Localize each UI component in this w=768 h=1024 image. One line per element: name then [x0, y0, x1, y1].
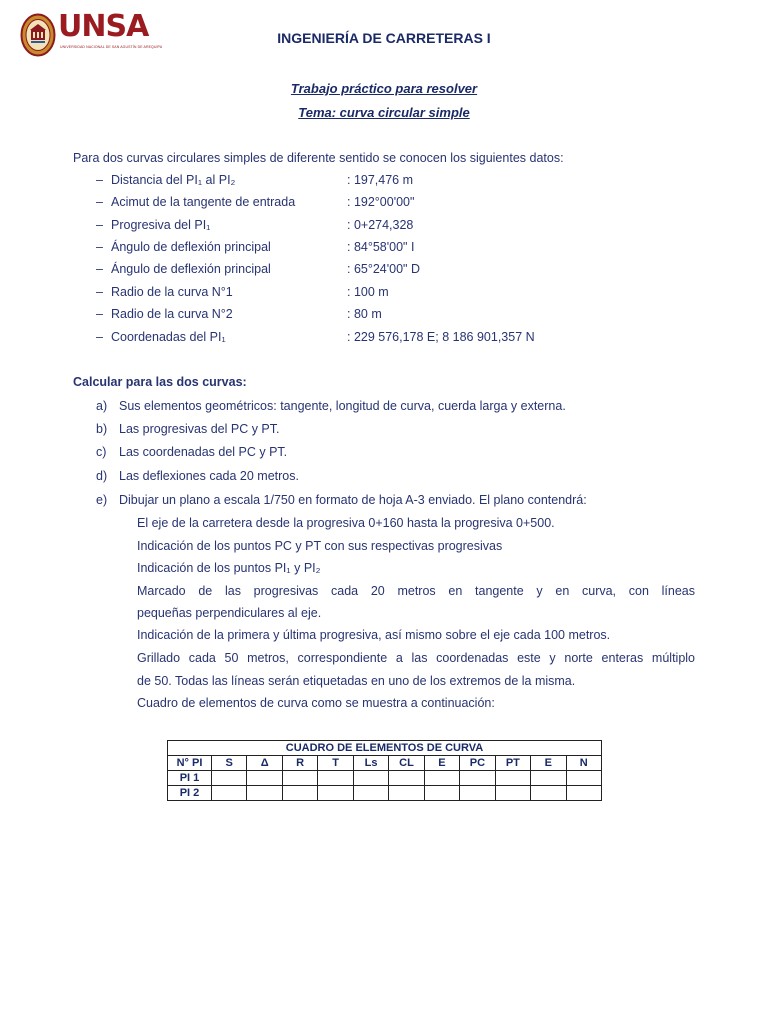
table-cell [389, 786, 424, 801]
plan-item: Indicación de los puntos PI₁ y PI₂ [137, 561, 321, 575]
bullet-dash: – [96, 262, 103, 276]
table-cell [566, 771, 601, 786]
plan-item: Indicación de la primera y última progresiva, así mismo sobre el eje cada 100 metros. [137, 628, 611, 642]
data-label: Distancia del PI₁ al PI₂ [111, 173, 236, 187]
data-label: Coordenadas del PI₁ [111, 330, 226, 344]
assignment-title: Trabajo práctico para resolver [290, 81, 478, 96]
table-cell [212, 786, 247, 801]
table-title: CUADRO DE ELEMENTOS DE CURVA [168, 741, 602, 756]
data-value: : 197,476 m [347, 173, 414, 187]
data-label: Ángulo de deflexión principal [111, 240, 271, 254]
course-title: INGENIERÍA DE CARRETERAS I [277, 30, 491, 46]
table-row [168, 771, 602, 786]
column-header: S [212, 756, 247, 771]
logo-subtext: UNIVERSIDAD NACIONAL DE SAN AGUSTÍN DE AREQUIPA [60, 45, 163, 49]
data-value: : 192°00'00" [347, 195, 415, 209]
data-value: : 65°24'00" D [347, 262, 420, 276]
calc-text: Sus elementos geométricos: tangente, longitud de curva, cuerda larga y externa. [119, 399, 566, 413]
plan-item: Cuadro de elementos de curva como se muestra a continuación: [137, 696, 495, 710]
bullet-dash: – [96, 307, 103, 321]
data-value: : 100 m [347, 285, 389, 299]
table-cell [353, 771, 388, 786]
table-cell [424, 771, 459, 786]
calc-text: Las progresivas del PC y PT. [119, 422, 280, 436]
table-cell [318, 786, 353, 801]
column-header: N° PI [168, 756, 212, 771]
data-value: : 0+274,328 [347, 218, 414, 232]
table-cell [495, 786, 530, 801]
bullet-dash: – [96, 218, 103, 232]
column-header: Δ [247, 756, 282, 771]
calc-heading: Calcular para las dos curvas: [73, 375, 247, 389]
calc-marker: e) [96, 493, 108, 507]
column-header: E [424, 756, 459, 771]
plan-item: de 50. Todas las líneas serán etiquetadas en uno de los extremos de la misma. [137, 674, 576, 688]
calc-marker: a) [96, 399, 108, 413]
column-header: Ls [353, 756, 388, 771]
plan-item: Indicación de los puntos PC y PT con sus respectivas progresivas [137, 539, 503, 553]
table-cell [566, 786, 601, 801]
data-label: Acimut de la tangente de entrada [111, 195, 296, 209]
table-cell [247, 786, 282, 801]
data-label: Ángulo de deflexión principal [111, 262, 271, 276]
column-header: T [318, 756, 353, 771]
table-cell [282, 771, 317, 786]
data-value: : 80 m [347, 307, 382, 321]
table-cell [531, 771, 566, 786]
column-header: CL [389, 756, 424, 771]
table-cell [212, 771, 247, 786]
table-cell [353, 786, 388, 801]
column-header: E [531, 756, 566, 771]
table-cell [495, 771, 530, 786]
table-cell [389, 771, 424, 786]
assignment-topic: Tema: curva circular simple [298, 105, 470, 120]
plan-item: Marcado de las progresivas cada 20 metros en tangente y en curva, con líneas [137, 584, 695, 598]
plan-item: pequeñas perpendiculares al eje. [137, 606, 322, 620]
data-intro: Para dos curvas circulares simples de diferente sentido se conocen los siguientes datos: [73, 151, 564, 165]
table-header-row [168, 756, 602, 771]
bullet-dash: – [96, 285, 103, 299]
column-header: R [282, 756, 317, 771]
data-value: : 229 576,178 E; 8 186 901,357 N [347, 330, 535, 344]
table-cell [318, 771, 353, 786]
calc-text: Las deflexiones cada 20 metros. [119, 469, 299, 483]
bullet-dash: – [96, 330, 103, 344]
column-header: PC [460, 756, 495, 771]
calc-marker: c) [96, 445, 107, 459]
logo-wordmark: UNSA [58, 9, 149, 44]
table-row [168, 786, 602, 801]
data-value: : 84°58'00" I [347, 240, 415, 254]
table-cell [460, 771, 495, 786]
table-cell [531, 786, 566, 801]
data-label: Radio de la curva N°2 [111, 307, 233, 321]
table-cell [460, 786, 495, 801]
data-label: Progresiva del PI₁ [111, 218, 211, 232]
row-label: PI 1 [168, 771, 212, 786]
calc-text: Las coordenadas del PC y PT. [119, 445, 288, 459]
bullet-dash: – [96, 195, 103, 209]
bullet-dash: – [96, 173, 103, 187]
table-cell [247, 771, 282, 786]
table-cell [282, 786, 317, 801]
table-cell [424, 786, 459, 801]
plan-item: El eje de la carretera desde la progresiva 0+160 hasta la progresiva 0+500. [137, 516, 555, 530]
calc-marker: d) [96, 469, 108, 483]
calc-text: Dibujar un plano a escala 1/750 en formato de hoja A-3 enviado. El plano contendrá: [119, 493, 587, 507]
column-header: N [566, 756, 601, 771]
column-header: PT [495, 756, 530, 771]
plan-item: Grillado cada 50 metros, correspondiente a las coordenadas este y norte enteras múltiplo [137, 651, 695, 665]
bullet-dash: – [96, 240, 103, 254]
calc-marker: b) [96, 422, 108, 436]
data-label: Radio de la curva N°1 [111, 285, 233, 299]
row-label: PI 2 [168, 786, 212, 801]
curve-elements-table [167, 740, 602, 801]
